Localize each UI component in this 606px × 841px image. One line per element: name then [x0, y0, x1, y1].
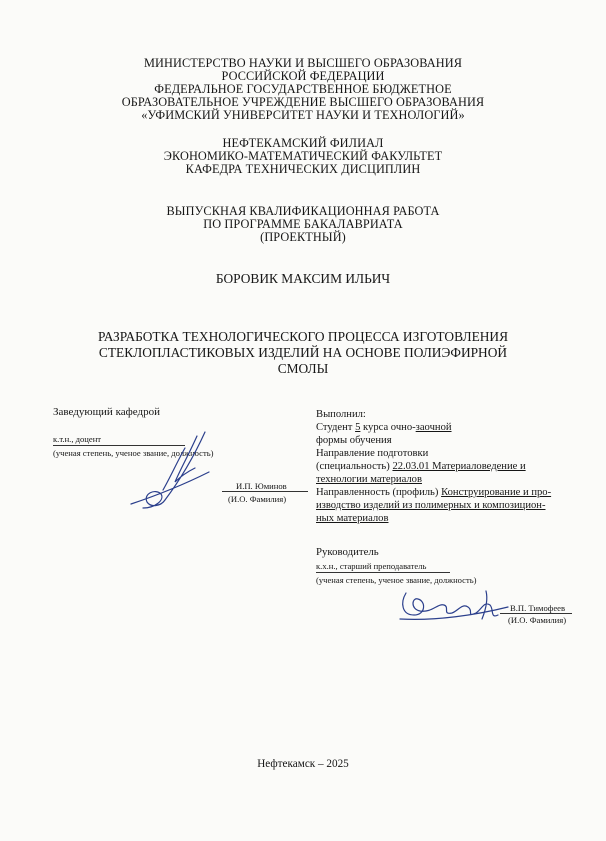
head-signature: [125, 428, 215, 512]
supervisor-degree: к.х.н., старший преподаватель: [316, 561, 427, 571]
head-label: Заведующий кафедрой: [53, 406, 160, 418]
work-type-line: ВЫПУСКНАЯ КВАЛИФИКАЦИОННАЯ РАБОТА: [166, 204, 440, 218]
header-line: ФЕДЕРАЛЬНОЕ ГОСУДАРСТВЕННОЕ БЮДЖЕТНОЕ: [154, 82, 452, 96]
work-type-block: [0, 205, 606, 244]
branch-line: КАФЕДРА ТЕХНИЧЕСКИХ ДИСЦИПЛИН: [185, 162, 421, 176]
profile-line1: Конструирование и про-: [441, 487, 552, 498]
work-type-line: ПО ПРОГРАММЕ БАКАЛАВРИАТА: [203, 217, 403, 231]
author-name: БОРОВИК МАКСИМ ИЛЬИЧ: [215, 271, 391, 286]
supervisor-degree-hint: (ученая степень, ученое звание, должность): [316, 575, 477, 585]
performer-form: формы обучения: [316, 435, 392, 446]
direction-label: Направление подготовки: [316, 448, 429, 459]
branch-block: [0, 137, 606, 176]
head-name: И.П. Юминов: [236, 481, 287, 491]
title-line: РАЗРАБОТКА ТЕХНОЛОГИЧЕСКОГО ПРОЦЕССА ИЗГОТОВЛЕНИЯ: [97, 329, 509, 344]
performer-student: Студент 5 курса очно-заочной: [316, 422, 452, 433]
head-degree-hint: (ученая степень, ученое звание, должность): [53, 448, 214, 458]
branch-line: ЭКОНОМИКО-МАТЕМАТИЧЕСКИЙ ФАКУЛЬТЕТ: [163, 149, 443, 163]
head-degree: к.т.н., доцент: [53, 434, 102, 444]
supervisor-name-hint: (И.О. Фамилия): [508, 615, 567, 625]
supervisor-label: Руководитель: [316, 546, 379, 558]
title-line: СМОЛЫ: [277, 361, 329, 376]
header-line: МИНИСТЕРСТВО НАУКИ И ВЫСШЕГО ОБРАЗОВАНИЯ: [143, 56, 463, 70]
supervisor-degree-line: [316, 572, 450, 573]
performer-profile: Направленность (профиль) Конструирование и про-: [316, 487, 552, 498]
profile-line2: изводство изделий из полимерных и композицион-: [316, 500, 546, 511]
spec-code: 22.03.01 Материаловедение и: [392, 461, 526, 472]
performer-block: [316, 408, 551, 525]
thesis-title: [0, 329, 606, 377]
header-line: РОССИЙСКОЙ ФЕДЕРАЦИИ: [221, 69, 385, 83]
work-type-line: (ПРОЕКТНЫЙ): [260, 230, 346, 244]
ministry-header: [0, 57, 606, 122]
city-year: Нефтекамск – 2025: [257, 758, 349, 770]
header-line: ОБРАЗОВАТЕЛЬНОЕ УЧРЕЖДЕНИЕ ВЫСШЕГО ОБРАЗОВАНИЯ: [121, 95, 485, 109]
branch-line: НЕФТЕКАМСКИЙ ФИЛИАЛ: [222, 136, 384, 150]
performer-label: Выполнил:: [316, 409, 366, 420]
head-name-line: [222, 491, 308, 492]
head-name-hint: (И.О. Фамилия): [228, 494, 287, 504]
header-line: «УФИМСКИЙ УНИВЕРСИТЕТ НАУКИ И ТЕХНОЛОГИЙ»: [141, 108, 465, 122]
supervisor-name: В.П. Тимофеев: [510, 603, 566, 613]
profile-line3: ных материалов: [316, 513, 389, 524]
spec-line2: технологии материалов: [316, 474, 422, 485]
performer-spec: (специальность) 22.03.01 Материаловедение и: [316, 461, 526, 472]
study-form: заочной: [415, 422, 452, 433]
title-line: СТЕКЛОПЛАСТИКОВЫХ ИЗДЕЛИЙ НА ОСНОВЕ ПОЛИЭФИРНОЙ: [98, 345, 508, 360]
course-number: 5: [355, 422, 361, 433]
supervisor-signature: [396, 585, 511, 623]
